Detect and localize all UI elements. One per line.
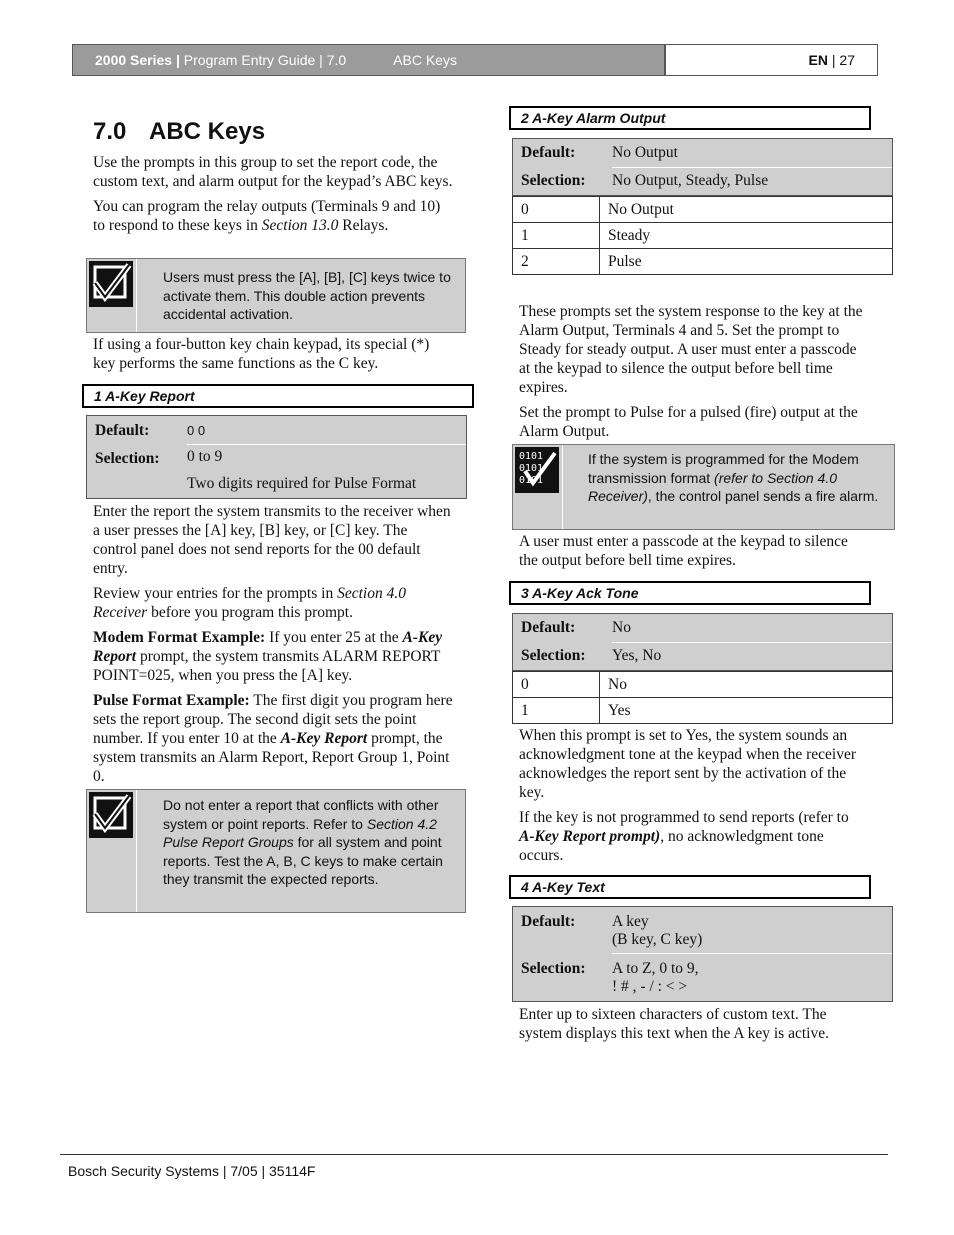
- prompts-paragraph: These prompts set the system response to the key at the Alarm Output, Terminals 4 and 5. Set the prompt to Steady for steady output. A user must enter a passcode at the keypad to silence the output before bell time expires.: [519, 303, 863, 396]
- pulse-report-groups-reference: Section 4.2 Pulse Report Groups: [163, 815, 437, 850]
- option-code: 1: [513, 223, 600, 249]
- sec1-default-label: Default:: [95, 422, 150, 439]
- sec1-selection-note: Two digits required for Pulse Format: [187, 475, 417, 492]
- table-row: [513, 223, 893, 249]
- sec2-default-label: Default:: [521, 144, 576, 161]
- sec2-selection-label: Selection:: [521, 172, 586, 189]
- option-desc: No Output: [600, 197, 893, 223]
- enter-report-paragraph: Enter the report the system transmits to the receiver when a user presses the [A] key, [B] key, or [C] key. The control panel does not send reports for the 00 default entry.: [93, 503, 451, 577]
- header-page-number: | 27: [831, 52, 855, 68]
- option-code: 1: [513, 698, 600, 724]
- header-bar: [72, 44, 665, 76]
- sec4-parameter-table: [512, 906, 893, 1002]
- checkbox-note-icon-2: [89, 792, 133, 838]
- section-3-label: 3 A-Key Ack Tone: [509, 581, 871, 605]
- custom-text-paragraph: Enter up to sixteen characters of custom text. The system displays this text when the A key is active.: [519, 1006, 829, 1042]
- sec4-default-value-2: (B key, C key): [612, 931, 703, 948]
- if-key-paragraph: If the key is not programmed to send reports (refer to A-Key Report prompt), no acknowledgment tone occurs.: [519, 809, 849, 864]
- sec1-selection-value: 0 to 9: [187, 448, 223, 465]
- sec4-default-label: Default:: [521, 913, 576, 930]
- section-4-label: 4 A-Key Text: [509, 875, 871, 899]
- sec4-selection-label: Selection:: [521, 960, 586, 977]
- footer-text: Bosch Security Systems | 7/05 | 35114F: [68, 1163, 316, 1179]
- sec2-default-value: No Output: [612, 144, 678, 161]
- section-2-label: 2 A-Key Alarm Output: [509, 106, 871, 130]
- sec3-selection-label: Selection:: [521, 647, 586, 664]
- keychain-paragraph: If using a four-button key chain keypad, its special (*) key performs the same functions as the C key.: [93, 336, 430, 372]
- option-desc: Steady: [600, 223, 893, 249]
- pulse-example-paragraph: Pulse Format Example: The first digit you program here sets the report group. The second digit sets the point number. If you enter 10 at the A-Key Report prompt, the system transmits an Alarm Report, Report Group 1, Point 0.: [93, 692, 453, 785]
- sec3-default-label: Default:: [521, 619, 576, 636]
- footer-divider: [60, 1154, 888, 1155]
- header-page: [665, 44, 878, 76]
- option-code: 0: [513, 197, 600, 223]
- passcode-paragraph: A user must enter a passcode at the keypad to silence the output before bell time expires.: [519, 533, 848, 569]
- section-reference: Section 13.0: [261, 217, 339, 234]
- table-row: [513, 698, 893, 724]
- intro-paragraph-1: Use the prompts in this group to set the report code, the custom text, and alarm output for the keypad’s ABC keys.: [93, 154, 453, 190]
- sec4-default-value-1: A key: [612, 913, 649, 930]
- pulse-paragraph: Set the prompt to Pulse for a pulsed (fire) output at the Alarm Output.: [519, 404, 858, 440]
- sec3-selection-value: Yes, No: [612, 647, 662, 664]
- note-box-1: [86, 258, 466, 333]
- sec3-default-value: No: [612, 619, 631, 636]
- header-lang: EN: [808, 52, 828, 68]
- sec4-selection-value-1: A to Z, 0 to 9,: [612, 960, 699, 977]
- a-key-report-prompt-reference: A-Key Report prompt): [519, 828, 661, 845]
- note-box-3: [512, 444, 895, 530]
- table-row: [513, 672, 893, 698]
- intro-paragraph-2: You can program the relay outputs (Terminals 9 and 10) to respond to these keys in Section 13.0 Relays.: [93, 198, 441, 234]
- note-1-text: Users must press the [A], [B], [C] keys twice to activate them. This double action prevents accidental activation.: [163, 269, 451, 322]
- sec4-selection-value-2: ! # , - / : < >: [612, 978, 688, 995]
- option-desc: Yes: [600, 698, 893, 724]
- note-3-text: If the system is programmed for the Modem transmission format (refer to Section 4.0 Receiver), the control panel sends a fire alarm.: [588, 451, 879, 504]
- header-section: ABC Keys: [393, 52, 457, 68]
- sec2-options-table: [512, 196, 893, 275]
- option-desc: No: [600, 672, 893, 698]
- receiver-reference: Section 4.0 Receiver: [93, 585, 406, 621]
- sec1-parameter-table: [86, 415, 467, 499]
- receiver-section-reference: (refer to Section 4.0 Receiver): [588, 469, 837, 504]
- sec2-selection-value: No Output, Steady, Pulse: [612, 172, 769, 189]
- a-key-report-reference-2: A-Key Report: [280, 730, 368, 747]
- a-key-report-reference: A-Key Report: [93, 629, 443, 665]
- header-sep: |: [175, 52, 180, 68]
- sec1-default-value: 0 0: [187, 423, 206, 438]
- option-desc: Pulse: [600, 249, 893, 275]
- sec3-options-table: [512, 671, 893, 724]
- review-paragraph: Review your entries for the prompts in Section 4.0 Receiver before you program this prompt.: [93, 585, 406, 621]
- section-1-label: 1 A-Key Report: [82, 384, 474, 408]
- table-row: [513, 249, 893, 275]
- header-guide: Program Entry Guide | 7.0: [183, 52, 347, 68]
- title-number: 7.0: [93, 118, 127, 145]
- sec2-parameter-table: [512, 138, 893, 196]
- sec1-selection-label: Selection:: [95, 450, 160, 467]
- title-text: ABC Keys: [149, 118, 266, 145]
- checkbox-note-icon: [89, 261, 133, 307]
- header-series: 2000 Series: [95, 52, 173, 68]
- ack-paragraph: When this prompt is set to Yes, the system sounds an acknowledgment tone at the keypad when the receiver acknowledges the report sent by the activation of the key.: [519, 727, 856, 801]
- binary-check-icon: 0101 0101 0101: [515, 447, 559, 493]
- sec3-parameter-table: [512, 613, 893, 671]
- option-code: 2: [513, 249, 600, 275]
- option-code: 0: [513, 672, 600, 698]
- table-row: [513, 197, 893, 223]
- page-title: [93, 118, 265, 146]
- note-2-text: Do not enter a report that conflicts with other system or point reports. Refer to Section 4.2 Pulse Report Groups for all system and point reports. Test the A, B, C keys to make certain they transmit the expected reports.: [163, 797, 443, 887]
- note-box-2: [86, 789, 466, 913]
- modem-example-paragraph: Modem Format Example: If you enter 25 at the A-Key Report prompt, the system transmits ALARM REPORT POINT=025, when you press the [A] key.: [93, 629, 443, 684]
